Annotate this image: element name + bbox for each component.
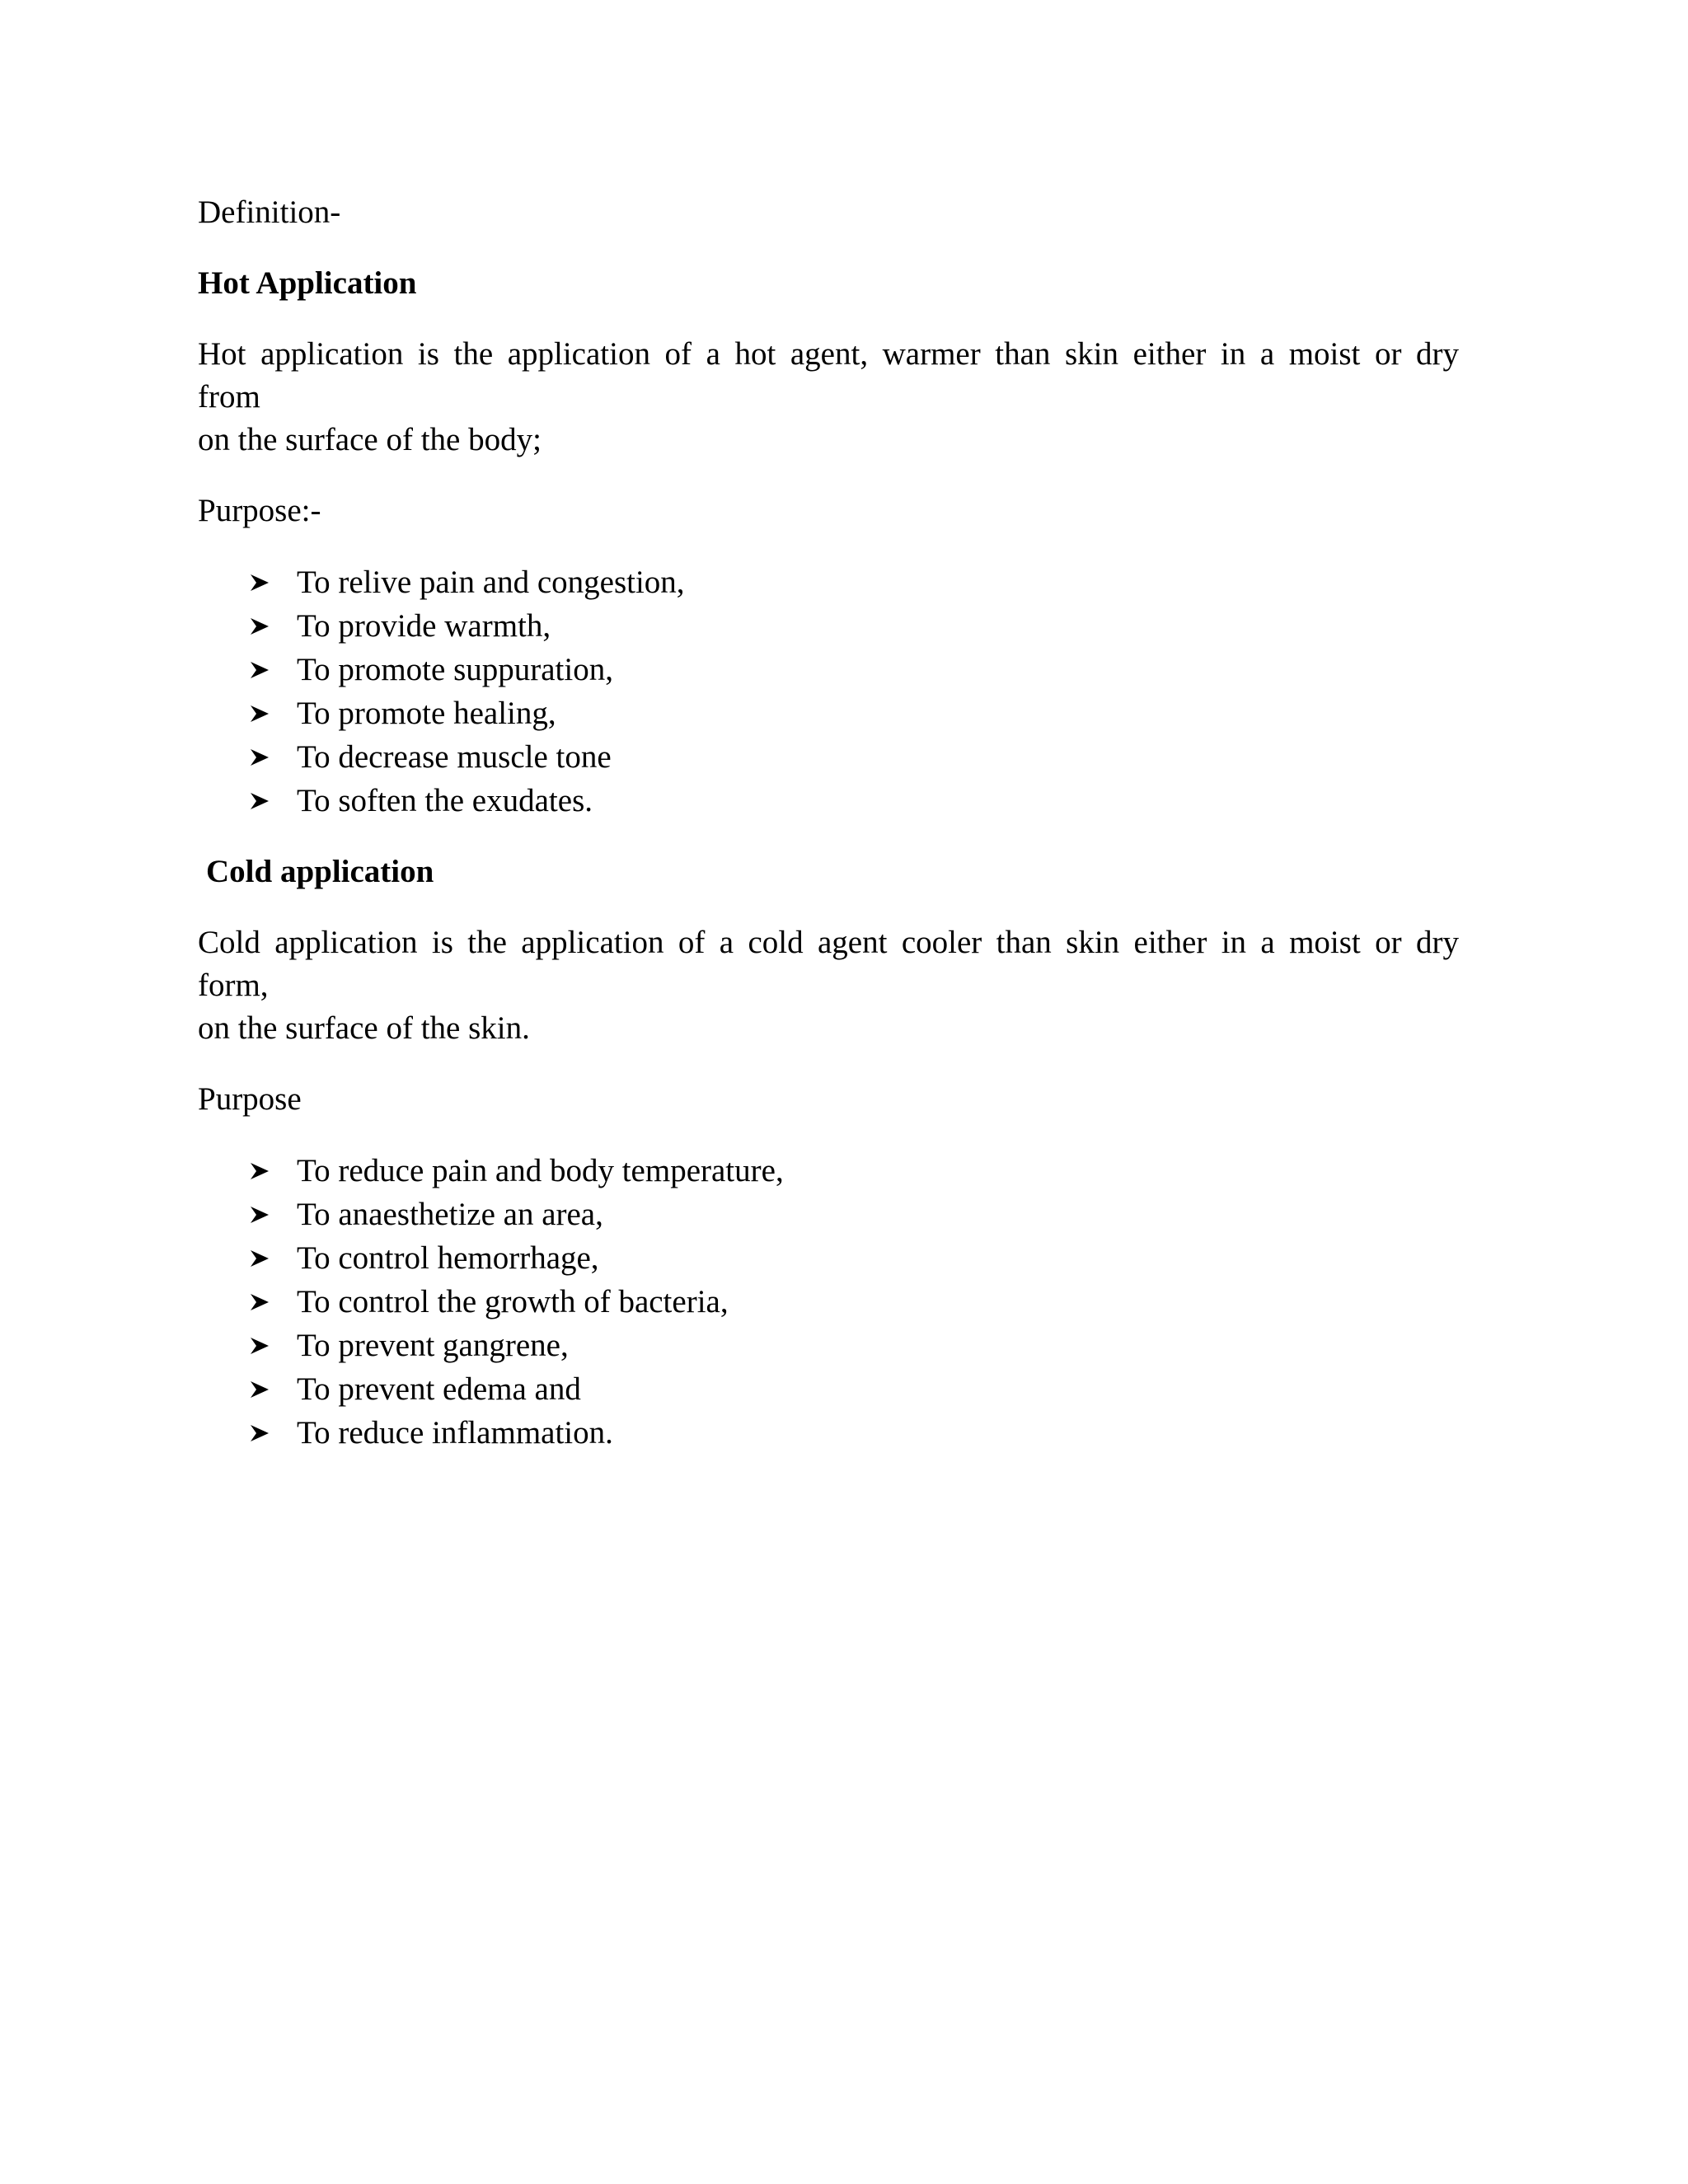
list-item: [198, 1236, 1459, 1280]
cold-purpose-label: Purpose: [198, 1081, 302, 1117]
arrowhead-bullet-icon: [247, 604, 272, 648]
arrowhead-bullet-icon: [247, 648, 272, 691]
list-item-text: To reduce pain and body temperature,: [297, 1153, 784, 1188]
arrowhead-bullet-icon: [247, 1149, 272, 1193]
document-body: [198, 191, 1459, 1483]
list-item: [198, 1149, 1459, 1193]
list-item: [198, 735, 1459, 779]
arrowhead-bullet-icon: [247, 560, 272, 604]
arrowhead-bullet-icon: [247, 779, 272, 823]
list-item: [198, 1324, 1459, 1367]
arrowhead-bullet-icon: [247, 1367, 272, 1411]
hot-definition-line-1: Hot application is the application of a hot agent, warmer than skin either in a moist or dry from: [198, 336, 1459, 415]
cold-application-heading: Cold application: [206, 854, 434, 889]
list-item-text: To promote suppuration,: [297, 652, 613, 687]
arrowhead-bullet-icon: [247, 735, 272, 779]
list-item-text: To control hemorrhage,: [297, 1240, 599, 1276]
list-item-text: To control the growth of bacteria,: [297, 1284, 729, 1319]
list-item-text: To provide warmth,: [297, 608, 551, 644]
cold-definition-paragraph: [198, 921, 1459, 1050]
list-item: [198, 691, 1459, 735]
hot-application-heading: Hot Application: [198, 265, 417, 301]
arrowhead-bullet-icon: [247, 1411, 272, 1455]
list-item-text: To prevent gangrene,: [297, 1328, 569, 1363]
list-item: [198, 604, 1459, 648]
list-item-text: To promote healing,: [297, 696, 556, 731]
list-item-text: To anaesthetize an area,: [297, 1197, 603, 1232]
list-item-text: To soften the exudates.: [297, 783, 593, 818]
list-item-text: To reduce inflammation.: [297, 1415, 613, 1451]
hot-purpose-list: [198, 560, 1459, 823]
arrowhead-bullet-icon: [247, 691, 272, 735]
definition-label: Definition-: [198, 194, 341, 230]
list-item: [198, 1411, 1459, 1455]
hot-definition-paragraph: [198, 333, 1459, 462]
cold-purpose-list: [198, 1149, 1459, 1455]
list-item-text: To relive pain and congestion,: [297, 565, 685, 600]
arrowhead-bullet-icon: [247, 1324, 272, 1367]
list-item: [198, 648, 1459, 691]
arrowhead-bullet-icon: [247, 1193, 272, 1236]
list-item-text: To decrease muscle tone: [297, 739, 612, 775]
cold-definition-line-1: Cold application is the application of a cold agent cooler than skin either in a moist or dry form,: [198, 925, 1459, 1003]
list-item: [198, 779, 1459, 823]
list-item: [198, 1280, 1459, 1324]
list-item: [198, 1193, 1459, 1236]
arrowhead-bullet-icon: [247, 1280, 272, 1324]
cold-definition-line-2: on the surface of the skin.: [198, 1010, 530, 1046]
list-item: [198, 560, 1459, 604]
list-item-text: To prevent edema and: [297, 1371, 581, 1407]
hot-definition-line-2: on the surface of the body;: [198, 422, 542, 457]
hot-purpose-label: Purpose:-: [198, 493, 321, 528]
list-item: [198, 1367, 1459, 1411]
arrowhead-bullet-icon: [247, 1236, 272, 1280]
